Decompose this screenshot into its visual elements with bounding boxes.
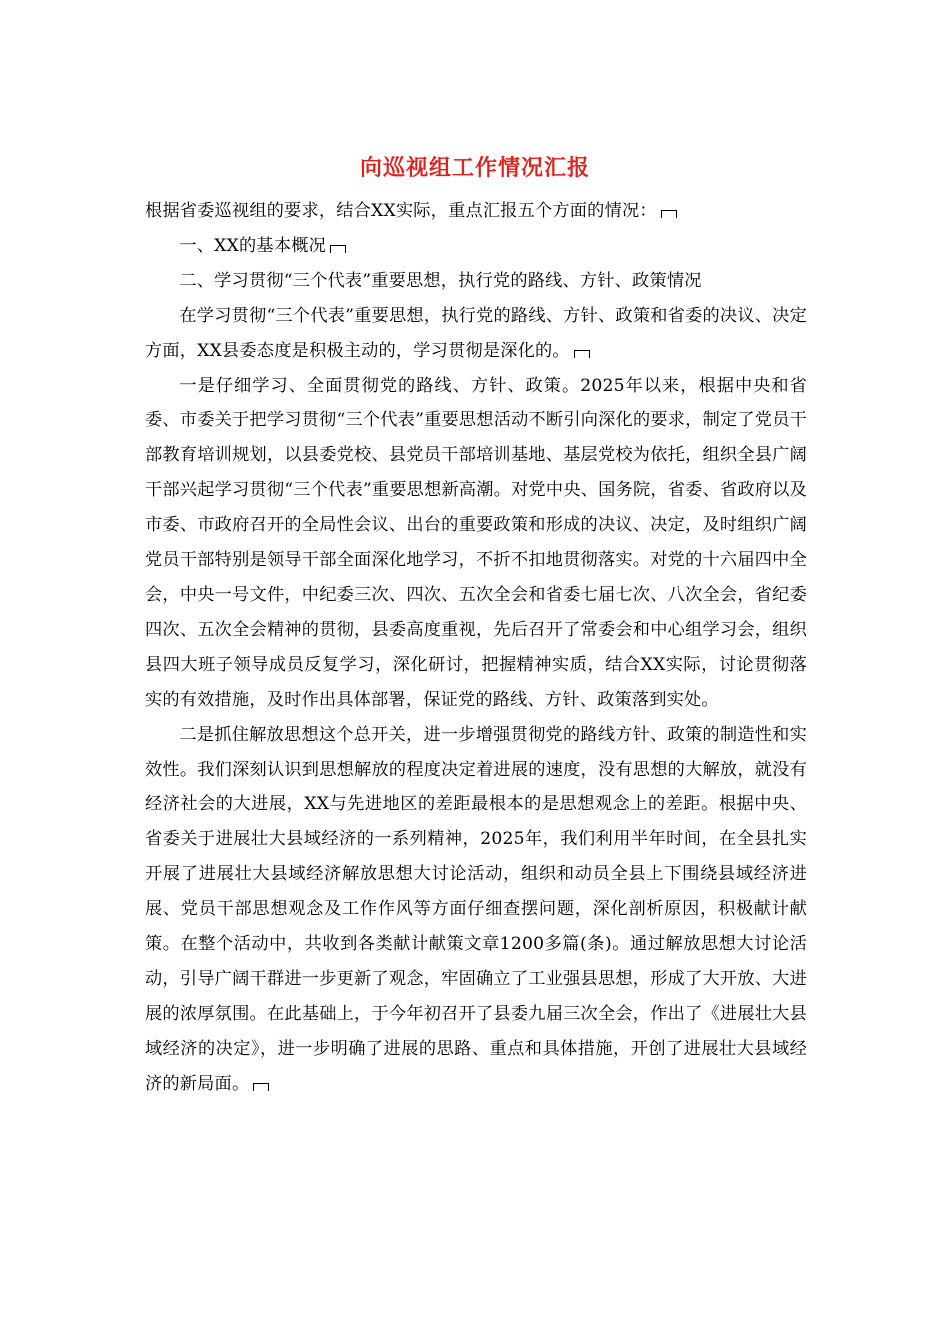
paragraph-1-text: 在学习贯彻“三个代表”重要思想，执行党的路线、方针、政策和省委的决议、决定方面，XX县委态度是积极主动的，学习贯彻是深化的。: [145, 305, 807, 361]
paragraph-mark-icon: [330, 245, 346, 253]
paragraph-2-text: 一是仔细学习、全面贯彻党的路线、方针、政策。2025年以来，根据中央和省委、市委关于把学习贯彻“三个代表”重要思想活动不断引向深化的要求，制定了党员干部教育培训规划，以县委党校、县党员干部培训基地、基层党校为依托，组织全县广阔干部兴起学习贯彻“三个代表”重要思想新高潮。对党中央、国务院，省委、省政府以及市委、市政府召开的全局性会议、出台的重要政策和形成的决议、决定，及时组织广阔党员干部特别是领导干部全面深化地学习，不折不扣地贯彻落实。对党的十六届四中全会，中央一号文件，中纪委三次、四次、五次全会和省委七届七次、八次全会，省纪委四次、五次全会精神的贯彻，县委高度重视，先后召开了常委会和中心组学习会，组织县四大班子领导成员反复学习，深化研讨，把握精神实质，结合XX实际，讨论贯彻落实的有效措施，及时作出具体部署，保证党的路线、方针、政策落到实处。: [145, 375, 807, 710]
paragraph-3: [145, 718, 807, 1102]
document-body: [145, 194, 807, 1102]
paragraph-3-text: 二是抓住解放思想这个总开关，进一步增强贯彻党的路线方针、政策的制造性和实效性。我们深刻认识到思想解放的程度决定着进展的速度，没有思想的大解放，就没有经济社会的大进展，XX与先进地区的差距最根本的是思想观念上的差距。根据中央、省委关于进展壮大县域经济的一系列精神，2025年，我们利用半年时间，在全县扎实开展了进展壮大县域经济解放思想大讨论活动，组织和动员全县上下围绕县域经济进展、党员干部思想观念及工作作风等方面仔细查摆问题，深化剖析原因，积极献计献策。在整个活动中，共收到各类献计献策文章1200多篇(条)。通过解放思想大讨论活动，引导广阔干群进一步更新了观念，牢固确立了工业强县思想，形成了大开放、大进展的浓厚氛围。在此基础上，于今年初召开了县委九届三次全会，作出了《进展壮大县域经济的决定》，进一步明确了进展的思路、重点和具体措施，开创了进展壮大县域经济的新局面。: [145, 724, 807, 1094]
section-heading-2-text: 二、学习贯彻“三个代表”重要思想，执行党的路线、方针、政策情况: [179, 270, 702, 291]
section-heading-1: [145, 229, 807, 264]
section-heading-1-text: 一、XX的基本概况: [179, 235, 326, 256]
intro-paragraph: [145, 194, 807, 229]
paragraph-1: [145, 299, 807, 369]
paragraph-mark-icon: [661, 210, 677, 218]
paragraph-2: [145, 369, 807, 718]
section-heading-2: [145, 264, 807, 299]
intro-text: 根据省委巡视组的要求，结合XX实际，重点汇报五个方面的情况：: [145, 201, 657, 221]
paragraph-mark-icon: [574, 350, 590, 358]
document-title: 向巡视组工作情况汇报: [359, 155, 590, 181]
paragraph-mark-icon: [253, 1083, 269, 1091]
